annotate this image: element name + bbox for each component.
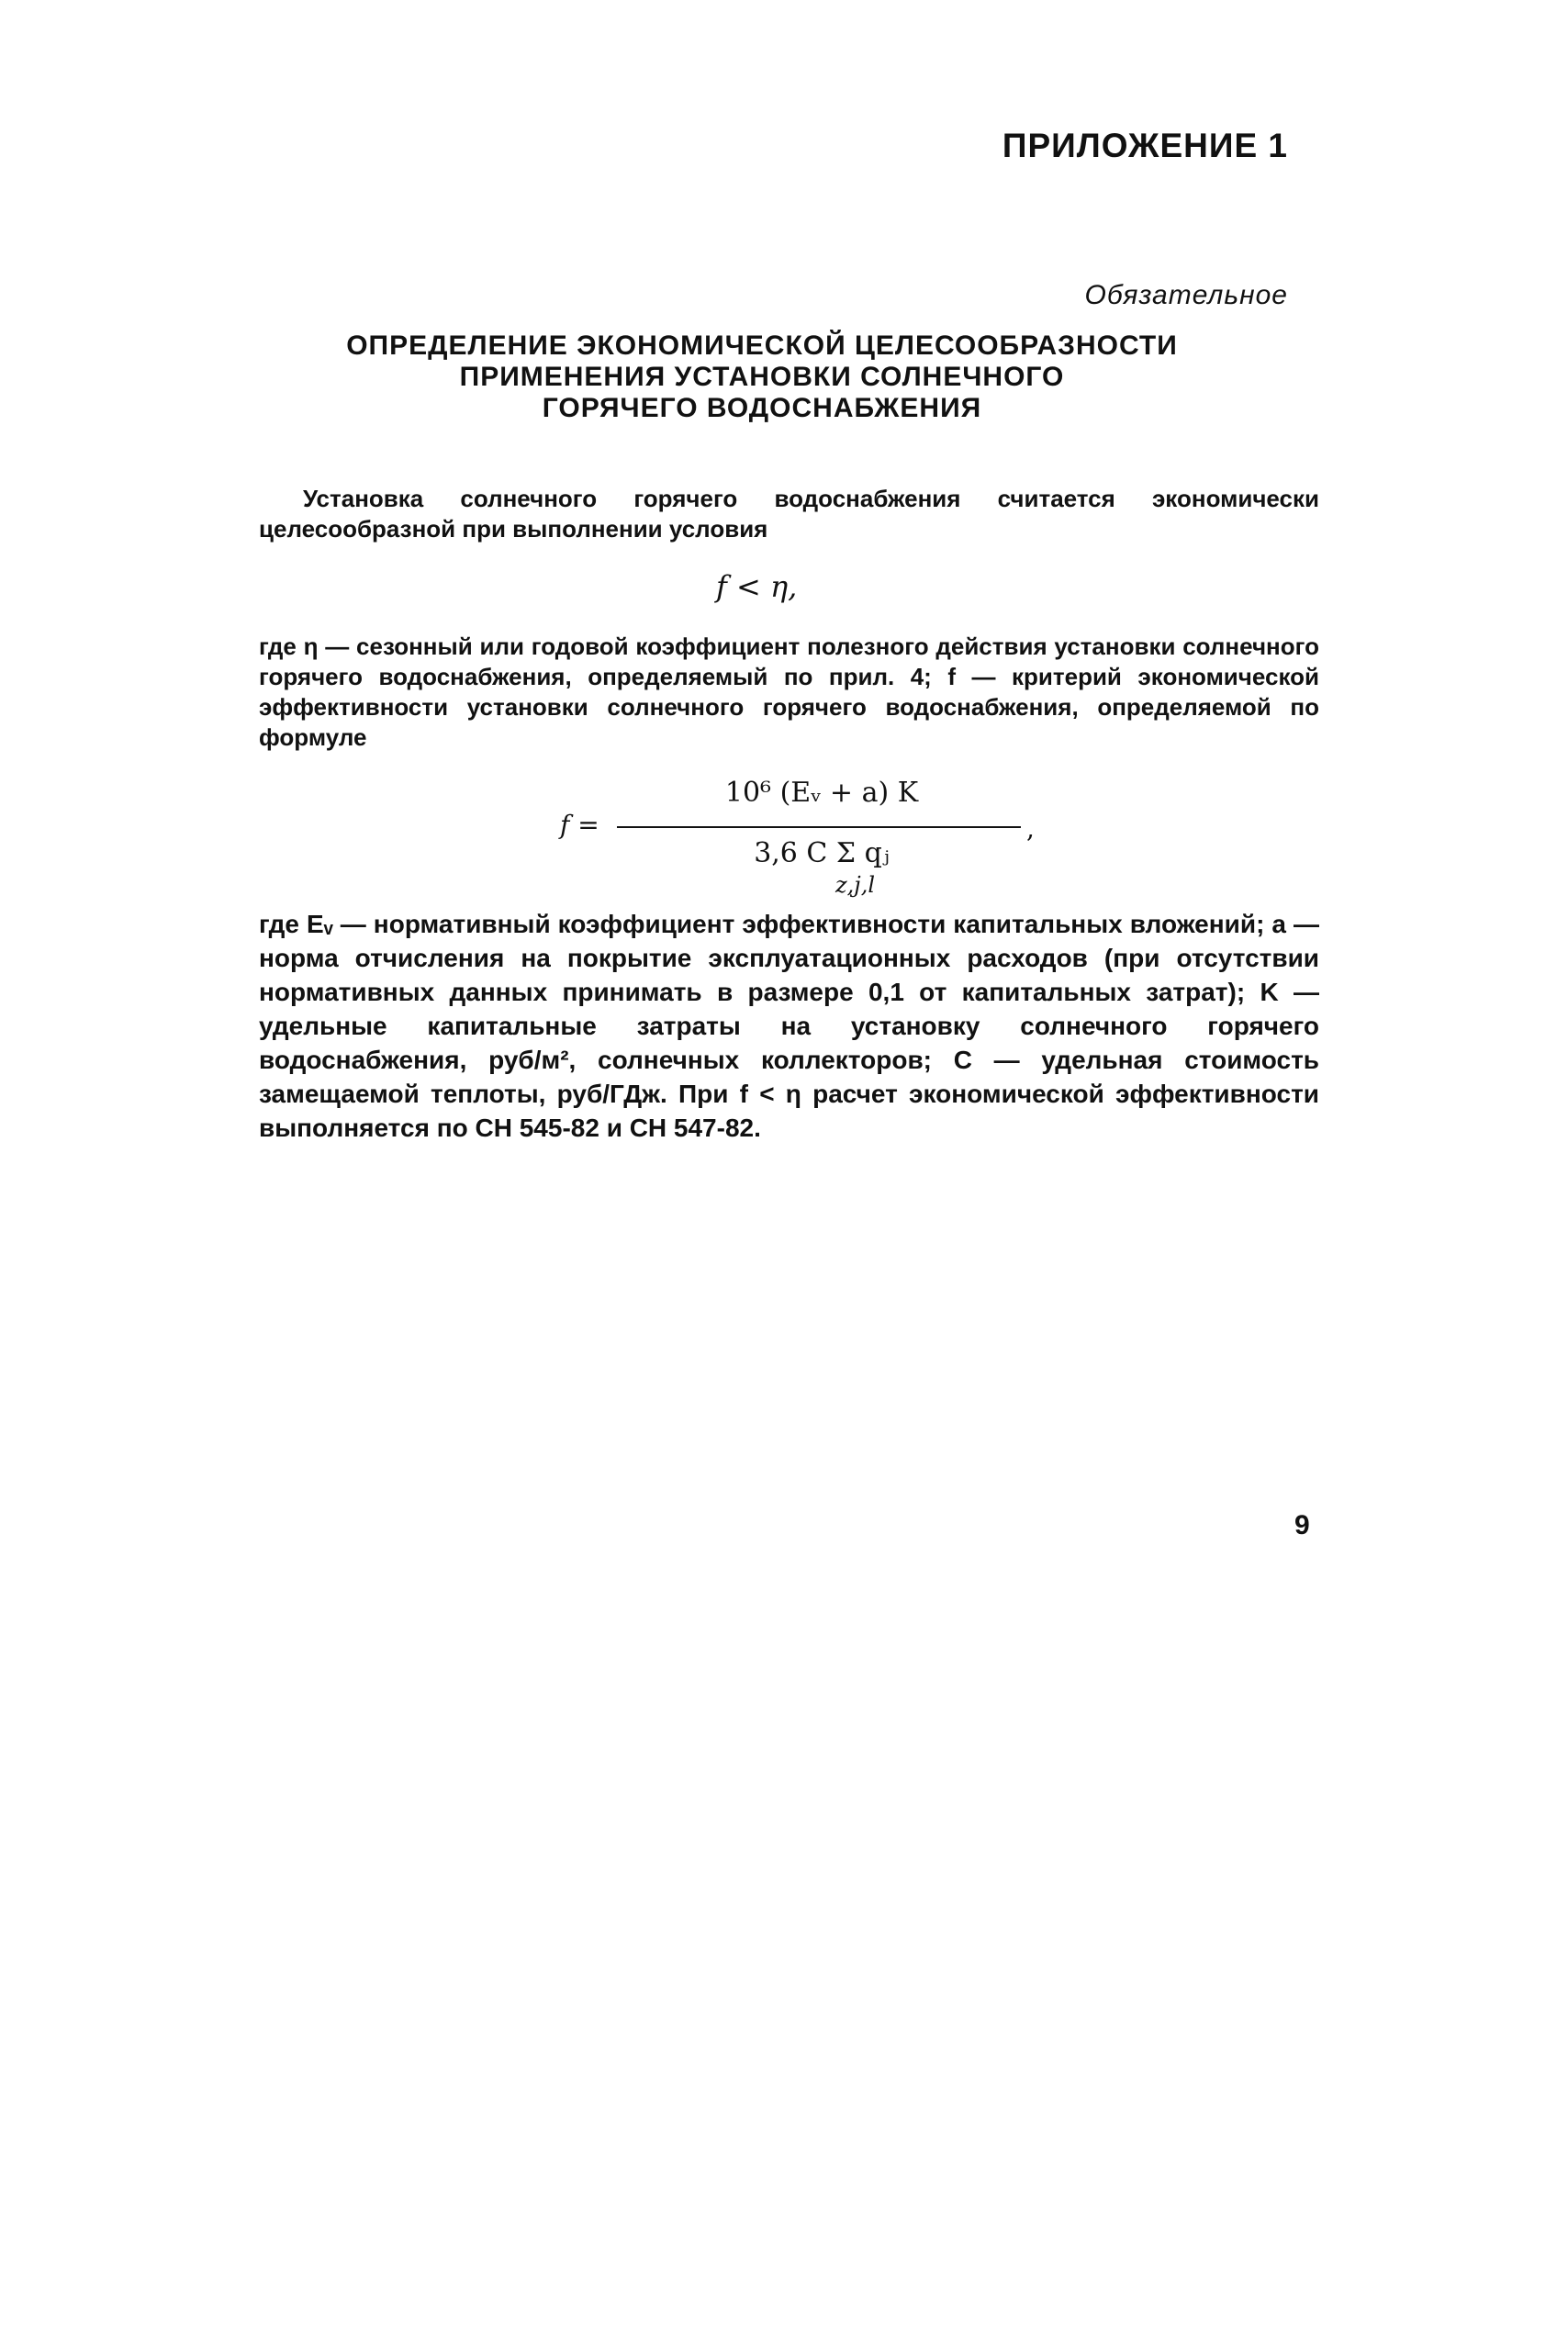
intro-paragraph: Установка солнечного горячего водоснабжения считается экономически целесообразной при выполнении условия xyxy=(259,485,1319,543)
where-paragraph-2: где Eᵥ — нормативный коэффициент эффективности капитальных вложений; a — норма отчисления на покрытие эксплуатационных расходов (при отсутствии нормативных данных принимать в размере 0,1 от капитальных затрат); K — удельные капитальные затраты на установку солнечного горячего водоснабжения, руб/м², солнечных коллекторов; C — удельная стоимость замещаемой теплоты, руб/ГДж. При f < η расчет экономической эффективности выполняется по СН 545-82 и СН 547-82. xyxy=(259,910,1319,1142)
where-paragraph-1: где η — сезонный или годовой коэффициент полезного действия установки солнечного горячего водоснабжения, определяемый по прил. 4; f — критерий экономической эффективности установки солнечного горячего водоснабжения, определяемой по формуле xyxy=(259,633,1319,751)
section-heading-line: ГОРЯЧЕГО ВОДОСНАБЖЕНИЯ xyxy=(542,393,982,423)
appendix-title: ПРИЛОЖЕНИЕ 1 xyxy=(1002,127,1288,164)
section-heading-line: ПРИМЕНЕНИЯ УСТАНОВКИ СОЛНЕЧНОГО xyxy=(459,362,1065,392)
formula-lhs: f = xyxy=(560,810,599,840)
condition-formula: f < η, xyxy=(716,569,798,604)
section-heading xyxy=(303,330,1221,424)
formula-comma: , xyxy=(1026,813,1035,844)
criterion-formula xyxy=(560,769,1037,907)
formula-subscript: z,j,l xyxy=(835,872,876,898)
page-number: 9 xyxy=(1294,1510,1310,1540)
formula-numerator: 10⁶ (Eᵥ + a) K xyxy=(724,777,919,809)
section-heading-line: ОПРЕДЕЛЕНИЕ ЭКОНОМИЧЕСКОЙ ЦЕЛЕСООБРАЗНОСТИ xyxy=(346,330,1178,361)
status-note: Обязательное xyxy=(1084,280,1288,310)
fraction-bar xyxy=(617,826,1021,828)
formula-denominator: 3,6 C Σ qⱼ xyxy=(754,837,890,869)
